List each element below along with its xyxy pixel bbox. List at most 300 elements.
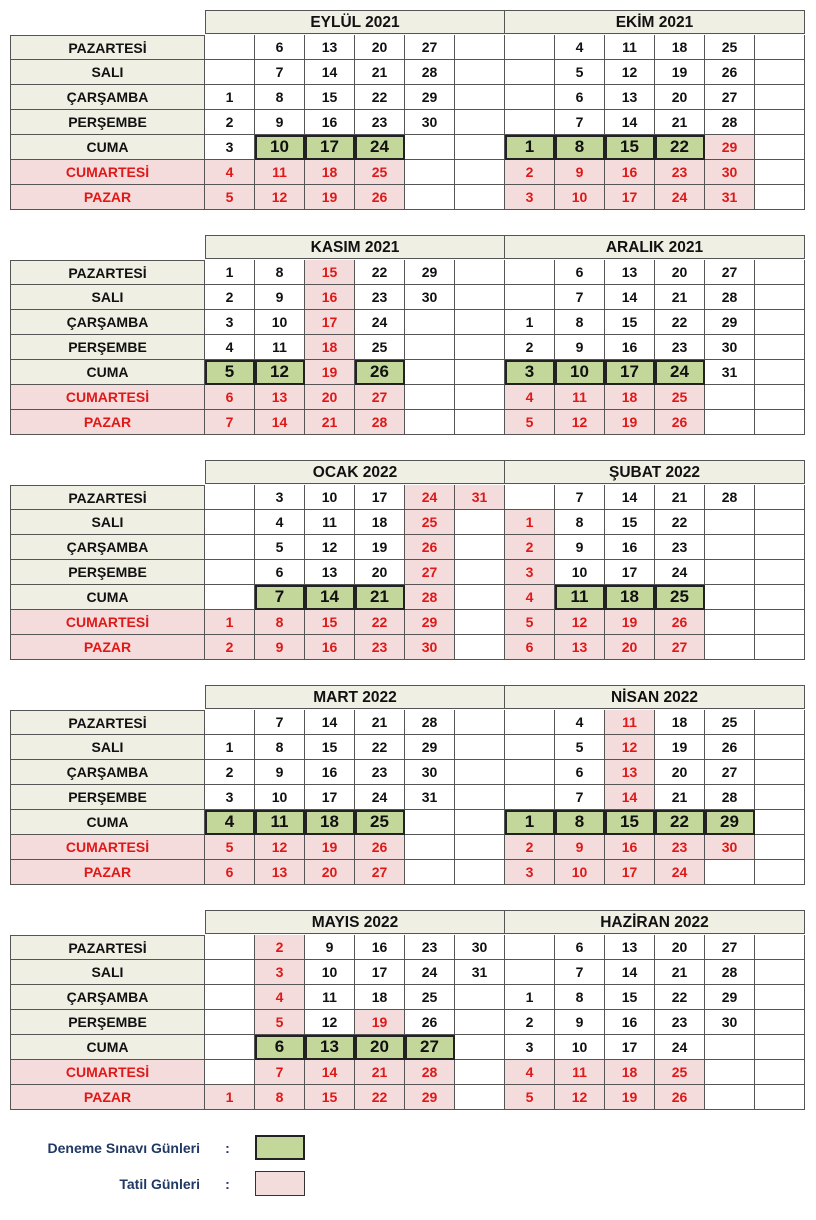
calendar-day: 28 [705,285,755,310]
calendar-day: 11 [255,335,305,360]
calendar-day: 24 [405,960,455,985]
calendar-day: 8 [255,1085,305,1110]
calendar-day: 6 [555,260,605,285]
month-title: MART 2022 [205,685,505,709]
empty-cell [705,535,755,560]
calendar-day: 30 [405,110,455,135]
calendar-day: 26 [705,735,755,760]
calendar-day: 18 [355,510,405,535]
calendar-day: 30 [705,1010,755,1035]
empty-cell [455,585,505,610]
calendar-day: 1 [205,1085,255,1110]
empty-cell [505,260,555,285]
calendar-day: 1 [205,610,255,635]
month-title: OCAK 2022 [205,460,505,484]
weekday-label: PAZAR [10,1085,205,1110]
calendar-day: 31 [455,485,505,510]
calendar-day: 15 [605,810,655,835]
weekday-label: PAZAR [10,410,205,435]
calendar-day: 11 [555,385,605,410]
calendar-day: 1 [505,985,555,1010]
calendar-day: 15 [305,260,355,285]
empty-cell [405,810,455,835]
empty-cell [455,810,505,835]
empty-cell [455,510,505,535]
calendar-day: 29 [405,735,455,760]
calendar-day: 20 [305,860,355,885]
calendar-day: 23 [655,335,705,360]
calendar-day: 3 [505,185,555,210]
calendar-day: 3 [505,860,555,885]
empty-cell [505,935,555,960]
calendar-day: 4 [205,160,255,185]
weekday-label: ÇARŞAMBA [10,760,205,785]
calendar-day: 5 [505,610,555,635]
calendar-day: 6 [205,860,255,885]
calendar-day: 2 [205,110,255,135]
calendar-day: 26 [355,360,405,385]
calendar-day: 25 [405,510,455,535]
empty-cell [755,310,805,335]
empty-cell [455,535,505,560]
calendar-day: 22 [655,310,705,335]
empty-cell [505,285,555,310]
weekday-label: SALI [10,960,205,985]
calendar-day: 25 [355,160,405,185]
calendar-day: 6 [255,560,305,585]
empty-cell [755,510,805,535]
empty-cell [205,1035,255,1060]
month-title: HAZİRAN 2022 [505,910,805,934]
weekday-label: SALI [10,285,205,310]
calendar-day: 27 [705,85,755,110]
calendar-day: 12 [555,410,605,435]
calendar-day: 11 [605,710,655,735]
empty-cell [755,610,805,635]
calendar-day: 24 [355,135,405,160]
calendar-day: 16 [605,835,655,860]
calendar-day: 7 [205,410,255,435]
calendar-day: 30 [405,285,455,310]
calendar-day: 17 [605,860,655,885]
calendar-day: 4 [505,1060,555,1085]
calendar-day: 6 [555,760,605,785]
calendar-day: 10 [305,485,355,510]
calendar-day: 25 [655,385,705,410]
calendar-day: 9 [305,935,355,960]
empty-cell [455,310,505,335]
calendar-day: 13 [305,1035,355,1060]
calendar-day: 10 [255,310,305,335]
calendar-day: 18 [655,710,705,735]
empty-cell [755,860,805,885]
empty-cell [205,710,255,735]
empty-cell [505,735,555,760]
legend-holiday-row [0,1171,305,1196]
empty-cell [455,1085,505,1110]
weekday-label: PERŞEMBE [10,785,205,810]
calendar-day: 6 [555,935,605,960]
calendar-day: 13 [605,760,655,785]
weekday-label: ÇARŞAMBA [10,535,205,560]
empty-cell [755,935,805,960]
weekday-label: PAZARTESİ [10,35,205,60]
calendar-day: 18 [305,160,355,185]
calendar-day: 11 [255,810,305,835]
calendar-day: 7 [555,485,605,510]
calendar-day: 13 [605,260,655,285]
calendar-day: 17 [355,960,405,985]
calendar-day: 19 [605,410,655,435]
empty-cell [405,410,455,435]
calendar-day: 7 [255,710,305,735]
calendar-day: 12 [605,60,655,85]
header-spacer [10,235,205,260]
empty-cell [755,335,805,360]
empty-cell [405,160,455,185]
empty-cell [705,1085,755,1110]
calendar-day: 19 [605,1085,655,1110]
weekday-label: ÇARŞAMBA [10,85,205,110]
calendar-day: 20 [355,560,405,585]
empty-cell [455,860,505,885]
calendar-day: 26 [405,535,455,560]
empty-cell [755,635,805,660]
weekday-label: CUMA [10,585,205,610]
calendar-day: 11 [555,585,605,610]
calendar-day: 2 [505,535,555,560]
calendar-day: 3 [205,135,255,160]
empty-cell [755,760,805,785]
empty-cell [705,635,755,660]
calendar-day: 1 [205,260,255,285]
weekday-label: PAZARTESİ [10,485,205,510]
calendar-day: 17 [305,135,355,160]
empty-cell [455,410,505,435]
month-title: EYLÜL 2021 [205,10,505,34]
calendar-day: 2 [505,1010,555,1035]
month-title: ŞUBAT 2022 [505,460,805,484]
calendar-day: 8 [555,135,605,160]
month-title: KASIM 2021 [205,235,505,259]
calendar-day: 14 [605,485,655,510]
calendar-day: 31 [405,785,455,810]
calendar-day: 8 [555,810,605,835]
empty-cell [705,410,755,435]
weekday-label: CUMA [10,810,205,835]
calendar-day: 4 [555,710,605,735]
calendar-day: 16 [605,335,655,360]
calendar-day: 20 [655,260,705,285]
empty-cell [755,735,805,760]
calendar-day: 24 [655,560,705,585]
calendar-day: 21 [655,285,705,310]
empty-cell [705,860,755,885]
calendar-day: 3 [505,360,555,385]
empty-cell [755,810,805,835]
calendar-day: 29 [405,260,455,285]
calendar-day: 20 [605,635,655,660]
calendar-day: 9 [555,1010,605,1035]
calendar-day: 21 [655,785,705,810]
calendar-day: 21 [355,60,405,85]
calendar-day: 16 [605,535,655,560]
weekday-label: CUMA [10,1035,205,1060]
calendar-day: 12 [255,835,305,860]
calendar-day: 21 [355,585,405,610]
calendar-day: 20 [355,1035,405,1060]
calendar-day: 9 [555,160,605,185]
empty-cell [455,335,505,360]
empty-cell [705,585,755,610]
calendar-day: 13 [305,560,355,585]
calendar-day: 6 [555,85,605,110]
calendar-day: 25 [705,35,755,60]
calendar-day: 7 [555,285,605,310]
calendar-day: 13 [605,85,655,110]
calendar-day: 14 [305,585,355,610]
calendar-day: 24 [655,185,705,210]
calendar-day: 11 [605,35,655,60]
calendar-day: 22 [655,135,705,160]
calendar-day: 3 [205,310,255,335]
month-title: ARALIK 2021 [505,235,805,259]
calendar-day: 4 [505,385,555,410]
calendar-day: 18 [605,385,655,410]
empty-cell [755,360,805,385]
month-pair-block [10,460,805,660]
calendar-day: 16 [355,935,405,960]
empty-cell [455,160,505,185]
empty-cell [205,35,255,60]
empty-cell [755,260,805,285]
weekday-label: CUMARTESİ [10,385,205,410]
calendar-day: 1 [205,85,255,110]
calendar-day: 2 [505,835,555,860]
calendar-day: 7 [255,585,305,610]
calendar-day: 16 [305,110,355,135]
empty-cell [455,610,505,635]
empty-cell [405,360,455,385]
calendar-day: 9 [555,835,605,860]
calendar-day: 26 [655,610,705,635]
empty-cell [455,85,505,110]
calendar-day: 15 [605,310,655,335]
calendar-day: 28 [705,110,755,135]
calendar-day: 25 [655,585,705,610]
calendar-day: 21 [655,960,705,985]
header-spacer [10,460,205,485]
calendar-day: 6 [505,635,555,660]
calendar-day: 30 [705,160,755,185]
calendar-day: 15 [605,985,655,1010]
empty-cell [455,635,505,660]
empty-cell [755,185,805,210]
calendar-day: 17 [605,185,655,210]
calendar-day: 8 [255,610,305,635]
weekday-label: PAZARTESİ [10,935,205,960]
calendar-day: 8 [255,260,305,285]
empty-cell [505,960,555,985]
calendar-day: 8 [255,85,305,110]
empty-cell [455,710,505,735]
calendar-day: 15 [305,85,355,110]
calendar-day: 25 [705,710,755,735]
calendar-day: 16 [305,760,355,785]
calendar-day: 28 [705,785,755,810]
calendar-day: 27 [705,260,755,285]
empty-cell [205,510,255,535]
empty-cell [205,1060,255,1085]
empty-cell [505,85,555,110]
empty-cell [455,835,505,860]
calendar-day: 8 [555,985,605,1010]
calendar-day: 25 [655,1060,705,1085]
calendar-day: 23 [405,935,455,960]
calendar-day: 20 [655,935,705,960]
calendar-day: 18 [605,585,655,610]
empty-cell [505,60,555,85]
empty-cell [405,310,455,335]
calendar-day: 20 [355,35,405,60]
calendar-day: 23 [655,535,705,560]
calendar-day: 29 [705,985,755,1010]
empty-cell [755,710,805,735]
calendar-day: 3 [505,560,555,585]
calendar-day: 8 [255,735,305,760]
calendar-day: 26 [705,60,755,85]
empty-cell [405,135,455,160]
calendar-day: 22 [655,985,705,1010]
calendar-day: 2 [205,635,255,660]
calendar-day: 13 [255,385,305,410]
calendar-day: 1 [205,735,255,760]
calendar-day: 4 [555,35,605,60]
calendar-day: 26 [355,835,405,860]
calendar-day: 5 [205,360,255,385]
empty-cell [705,385,755,410]
month-pair-block [10,685,805,885]
calendar-day: 28 [405,585,455,610]
calendar-day: 26 [655,1085,705,1110]
month-pair-block [10,10,805,210]
calendar-day: 12 [305,1010,355,1035]
empty-cell [755,560,805,585]
calendar-day: 13 [255,860,305,885]
empty-cell [205,960,255,985]
calendar-day: 22 [655,810,705,835]
calendar-day: 28 [705,485,755,510]
month-title: MAYIS 2022 [205,910,505,934]
calendar-day: 22 [355,260,405,285]
weekday-label: CUMARTESİ [10,160,205,185]
calendar-day: 23 [355,110,405,135]
empty-cell [405,385,455,410]
empty-cell [755,960,805,985]
calendar-day: 2 [205,285,255,310]
calendar-day: 10 [555,1035,605,1060]
calendar-day: 7 [255,60,305,85]
calendar-day: 14 [605,285,655,310]
empty-cell [755,135,805,160]
calendar-day: 19 [305,185,355,210]
calendar-day: 4 [255,510,305,535]
calendar-day: 20 [655,760,705,785]
empty-cell [505,785,555,810]
empty-cell [755,285,805,310]
calendar-day: 28 [405,710,455,735]
calendar-day: 14 [305,710,355,735]
empty-cell [705,1035,755,1060]
calendar-day: 14 [305,60,355,85]
legend-exam-label: Deneme Sınavı Günleri [47,1139,200,1156]
weekday-label: CUMARTESİ [10,610,205,635]
calendar-day: 18 [305,335,355,360]
calendar-day: 29 [705,810,755,835]
weekday-label: PAZARTESİ [10,710,205,735]
header-spacer [10,910,205,935]
empty-cell [505,485,555,510]
empty-cell [405,860,455,885]
calendar-day: 1 [505,135,555,160]
calendar-day: 19 [655,60,705,85]
calendar-day: 21 [305,410,355,435]
calendar-day: 5 [255,535,305,560]
calendar-day: 13 [555,635,605,660]
calendar-day: 30 [455,935,505,960]
calendar-day: 26 [405,1010,455,1035]
calendar-day: 24 [655,1035,705,1060]
calendar-day: 21 [655,485,705,510]
calendar-day: 26 [355,185,405,210]
calendar-day: 11 [555,1060,605,1085]
calendar-day: 5 [555,60,605,85]
calendar-day: 27 [655,635,705,660]
empty-cell [505,710,555,735]
calendar-day: 28 [405,60,455,85]
calendar-day: 5 [505,1085,555,1110]
weekday-label: SALI [10,735,205,760]
empty-cell [455,385,505,410]
calendar-day: 9 [255,285,305,310]
calendar-day: 13 [305,35,355,60]
month-pair-block [10,235,805,435]
calendar-day: 27 [355,860,405,885]
calendar-day: 29 [705,135,755,160]
calendar-day: 31 [705,360,755,385]
calendar-day: 10 [555,360,605,385]
calendar-day: 22 [655,510,705,535]
empty-cell [455,135,505,160]
calendar-day: 14 [305,1060,355,1085]
calendar-day: 10 [555,185,605,210]
month-title: EKİM 2021 [505,10,805,34]
calendar-day: 28 [355,410,405,435]
calendar-day: 21 [655,110,705,135]
weekday-label: PAZARTESİ [10,260,205,285]
calendar-day: 9 [255,760,305,785]
empty-cell [755,160,805,185]
calendar-day: 4 [205,335,255,360]
calendar-day: 4 [505,585,555,610]
calendar-day: 24 [655,360,705,385]
header-spacer [10,10,205,35]
calendar-day: 21 [355,710,405,735]
calendar-day: 19 [605,610,655,635]
empty-cell [205,985,255,1010]
calendar-day: 5 [505,410,555,435]
weekday-label: PERŞEMBE [10,335,205,360]
